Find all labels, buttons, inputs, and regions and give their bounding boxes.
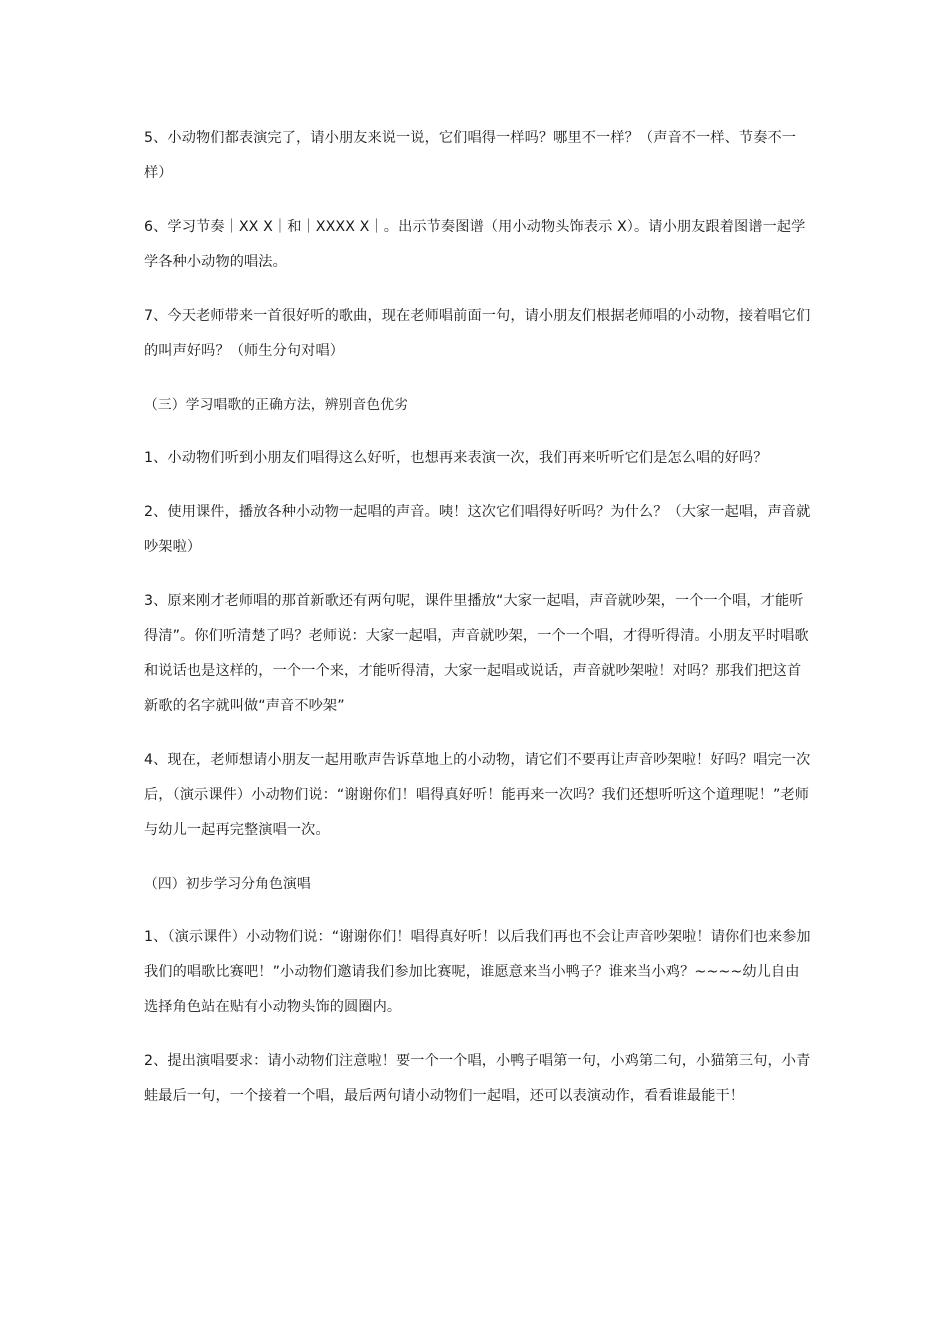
paragraph-section3-step-1: 1、小动物们听到小朋友们唱得这么好听，也想再来表演一次，我们再来听听它们是怎么唱的好吗？ bbox=[144, 450, 768, 466]
document-page bbox=[144, 121, 812, 1133]
paragraph-step-6: 6、学习节奏｜XX X｜和｜XXXX X｜。出示节奏图谱（用小动物头饰表示 X）。请小朋友跟着图谱一起学学各种小动物的唱法。 bbox=[144, 219, 806, 270]
paragraph-section4-step-1: 1、（演示课件）小动物们说：“谢谢你们！唱得真好听！以后我们再也不会让声音吵架啦！请你们也来参加我们的唱歌比赛吧！”小动物们邀请我们参加比赛呢，谁愿意来当小鸭子？谁来当小鸡？~~~~幼儿自由选择角色站在贴有小动物头饰的圆圈内。 bbox=[144, 929, 811, 1015]
paragraph-section3-step-2: 2、使用课件，播放各种小动物一起唱的声音。咦！这次它们唱得好听吗？为什么？（大家一起唱，声音就吵架啦） bbox=[144, 504, 811, 555]
paragraph-step-7: 7、今天老师带来一首很好听的歌曲，现在老师唱前面一句，请小朋友们根据老师唱的小动物，接着唱它们的叫声好吗？（师生分句对唱） bbox=[144, 308, 811, 359]
section-heading-4: （四）初步学习分角色演唱 bbox=[144, 876, 311, 892]
paragraph-section3-step-4: 4、现在，老师想请小朋友一起用歌声告诉草地上的小动物，请它们不要再让声音吵架啦！好吗？唱完一次后，（演示课件）小动物们说：“谢谢你们！唱得真好听！能再来一次吗？我们还想听听这个道理呢！”老师与幼儿一起再完整演唱一次。 bbox=[144, 752, 811, 838]
paragraph-section4-step-2: 2、提出演唱要求：请小动物们注意啦！要一个一个唱，小鸭子唱第一句，小鸡第二句，小猫第三句，小青蛙最后一句，一个接着一个唱，最后两句请小动物们一起唱，还可以表演动作，看看谁最能干！ bbox=[144, 1053, 811, 1104]
paragraph-step-5: 5、小动物们都表演完了，请小朋友来说一说，它们唱得一样吗？哪里不一样？（声音不一样、节奏不一样） bbox=[144, 130, 797, 181]
paragraph-section3-step-3: 3、原来刚才老师唱的那首新歌还有两句呢，课件里播放“大家一起唱，声音就吵架，一个一个唱，才能听得清”。你们听清楚了吗？老师说：大家一起唱，声音就吵架，一个一个唱，才得听得清。小朋友平时唱歌和说话也是这样的，一个一个来，才能听得清，大家一起唱或说话，声音就吵架啦！对吗？那我们把这首新歌的名字就叫做“声音不吵架” bbox=[144, 593, 809, 714]
section-heading-3: （三）学习唱歌的正确方法，辨别音色优劣 bbox=[144, 397, 409, 413]
